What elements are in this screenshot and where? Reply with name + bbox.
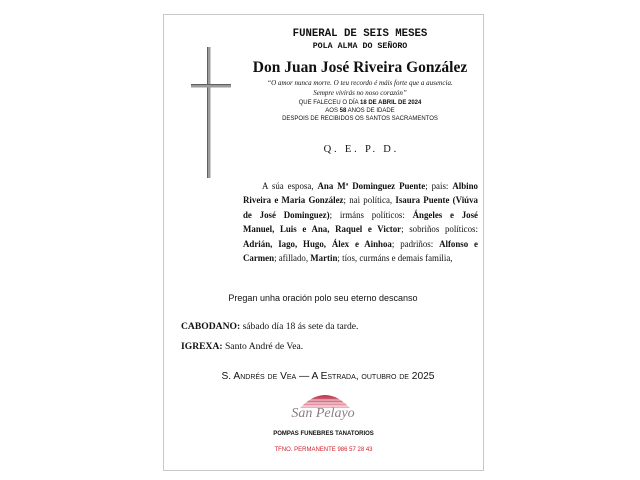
cross-vertical-shade <box>207 47 208 178</box>
deceased-name: Don Juan José Riveira González <box>252 59 468 76</box>
san-pelayo-logo <box>283 389 363 421</box>
condolence-line <box>243 193 478 207</box>
family-member-names: Isaura Puente (Viúva <box>395 195 478 206</box>
condolence-text: ; afillado, <box>274 252 311 263</box>
cross-icon <box>186 44 236 184</box>
notice-heading: FUNERAL DE SEIS MESES <box>292 28 428 40</box>
condolence-line <box>243 208 478 222</box>
family-member-names: Albino <box>452 181 478 191</box>
anniversary-mass-line <box>181 321 358 333</box>
condolence-text: ; irmáns políticos: <box>329 209 413 220</box>
logo-wordmark: San Pelayo <box>291 406 355 421</box>
age-prefix: AOS <box>325 108 340 114</box>
condolence-line <box>243 237 478 251</box>
cross-horizontal-shade <box>191 84 231 85</box>
death-date-prefix: QUE FALECEU O DÍA <box>298 100 360 106</box>
age-line <box>240 107 480 115</box>
age-suffix: ANOS DE IDADE <box>346 108 395 114</box>
church-value: Santo André de Vea. <box>222 341 304 352</box>
church-label: IGREXA: <box>181 341 223 352</box>
funeral-home-phone: TFNO. PERMANENTE 986 57 28 43 <box>274 447 373 453</box>
quote-line: Sempre vivirás no noso corazón” <box>313 88 407 97</box>
death-date: 18 DE ABRIL DE 2024 <box>360 100 422 106</box>
family-member-names: Riveira e Maria González <box>243 195 344 206</box>
death-date-line <box>240 99 480 107</box>
family-member-names: Ana Mª Dominguez Puente <box>317 181 426 191</box>
anniversary-mass-value: sábado día 18 ás sete da tarde. <box>240 321 359 332</box>
condolence-line <box>243 251 478 265</box>
notice-subheading: POLA ALMA DO SEÑORO <box>312 42 408 51</box>
family-member-names: de José Dominguez) <box>243 209 330 220</box>
sacraments-line: DESPOIS DE RECIBIDOS OS SANTOS SACRAMENTOS <box>282 116 438 122</box>
condolence-text: ; padriños: <box>391 238 440 249</box>
condolence-paragraph <box>243 179 478 265</box>
condolence-line <box>243 222 478 236</box>
church-line <box>181 341 303 353</box>
condolence-text: ; sobriños políticos: <box>401 224 478 235</box>
funeral-home-services: POMPAS FUNEBRES TANATORIOS <box>273 431 374 437</box>
family-member-names: Alfonso e <box>439 238 478 249</box>
family-member-names: Adrián, Iago, Hugo, Álex e Ainhoa <box>243 238 392 249</box>
memorial-quote <box>240 79 480 98</box>
rip-text: Q. E. P. D. <box>323 144 400 155</box>
place-and-date: S. Andrés de Vea — A Estrada, outubro de 2025 <box>221 371 435 382</box>
family-member-names: Manuel, Luis e Ana, Raquel e Victor <box>243 224 402 235</box>
family-member-names: Martin <box>310 252 338 263</box>
prayer-request: Pregan unha oración polo seu eterno descanso <box>228 293 418 303</box>
condolence-line <box>243 179 478 193</box>
condolence-text: ; tíos, curmáns e demais familia, <box>337 252 453 263</box>
age-value: 58 <box>339 108 347 114</box>
family-member-names: Ángeles e José <box>412 209 478 220</box>
condolence-text: ; pais: <box>425 181 453 191</box>
quote-line: “O amor nunca morre. O teu recordo é máis forte que a ausencia. <box>267 79 453 87</box>
condolence-text: A súa esposa, <box>262 181 318 191</box>
condolence-text: ; nai política, <box>343 195 396 206</box>
family-member-names: Carmen <box>243 252 275 263</box>
death-details <box>240 99 480 123</box>
anniversary-mass-label: CABODANO: <box>181 321 241 332</box>
